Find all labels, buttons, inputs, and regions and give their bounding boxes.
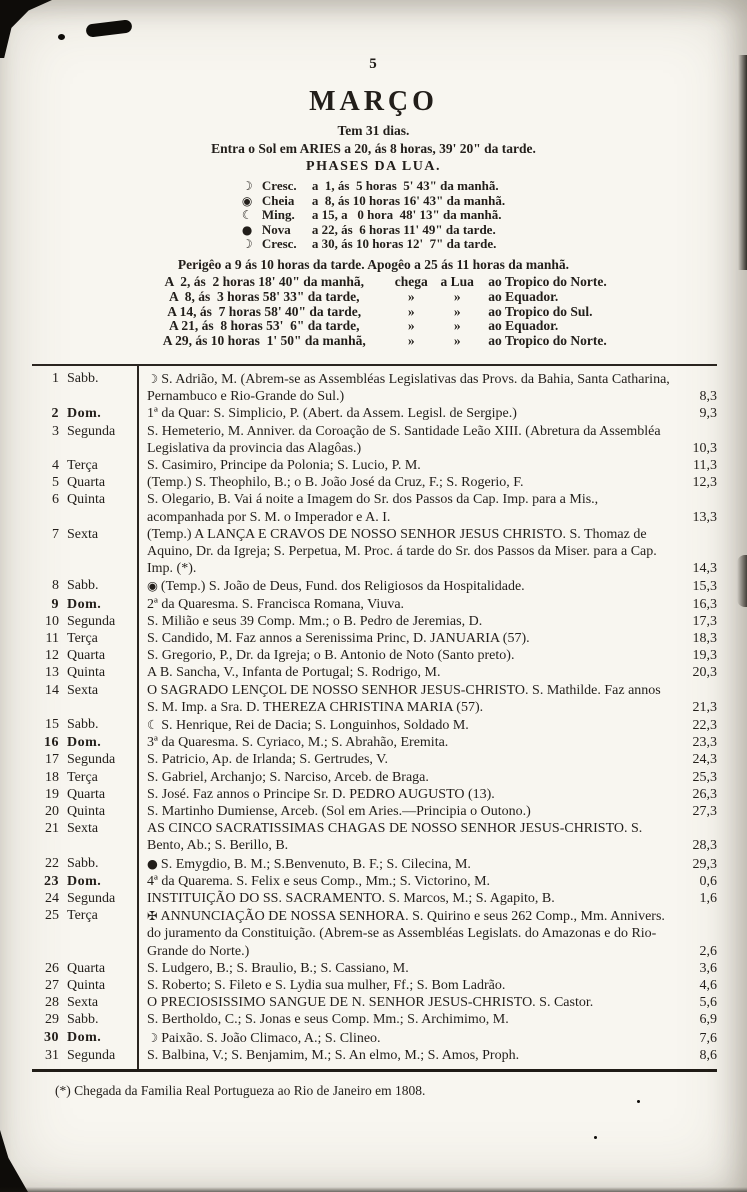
moon-phase-line [242, 208, 505, 223]
entry-text: (Temp.) S. Theophilo, B.; o B. João José da Cruz, F.; S. Rogerio, F. [147, 475, 524, 491]
weekday-label: Quinta [67, 665, 106, 681]
day-number: 31 [45, 1047, 59, 1063]
lunar-age-number: 8,3 [699, 389, 717, 405]
moon-phase-line [242, 237, 505, 252]
day-number: 12 [45, 648, 59, 664]
weekday-label: Segunda [67, 423, 116, 439]
entry-text: S. Casimiro, Principe da Polonia; S. Lucio, P. M. [147, 457, 421, 473]
saint-entry [137, 491, 679, 525]
saint-entry [137, 405, 679, 422]
moon-phase-detail: a 22, ás 6 horas 11' 49" da tarde. [311, 221, 496, 237]
calendar-row [32, 405, 717, 422]
moon-phase-name: Ming. [261, 207, 295, 223]
lunar-transit-line [140, 334, 607, 349]
entry-text: S. Henrique, Rei de Dacia; S. Longuinhos, Soldado M. [161, 718, 469, 734]
day-number: 23 [44, 873, 59, 889]
day-number: 27 [45, 978, 59, 994]
lunar-transit-list [140, 275, 607, 349]
day-number: 19 [45, 786, 59, 802]
saint-entry [137, 630, 679, 647]
day-number: 15 [45, 717, 59, 733]
transit-mid-left: » [407, 303, 415, 319]
transit-mid-left: » [407, 288, 415, 304]
entry-text: S. Roberto; S. Fileto e S. Lydia sua mulher, Ff.; S. Bom Ladrão. [147, 978, 506, 994]
scan-artifact-right-blob [737, 555, 747, 607]
saint-entry [137, 474, 679, 491]
transit-time: A 14, ás 7 horas 58' 40" da tarde, [167, 303, 362, 319]
calendar-row [32, 457, 717, 474]
lunar-age-number: 18,3 [692, 631, 717, 646]
weekday-label: Sexta [67, 526, 99, 542]
weekday-label: Quarta [67, 475, 106, 491]
weekday-label: Terça [67, 457, 98, 473]
entry-text: O SAGRADO LENÇOL DE NOSSO SENHOR JESUS-CHRISTO. S. Mathilde. Faz annos S. M. Imp. a Sra. D. THEREZA CHRISTINA MARIA (57). [147, 682, 661, 715]
weekday-label: Dom. [67, 406, 102, 422]
lunar-age-number: 19,3 [692, 648, 717, 664]
moon-phase-name: Cresc. [261, 236, 297, 252]
transit-destination: ao Tropico do Norte. [488, 273, 607, 289]
day-number: 29 [45, 1012, 59, 1028]
scan-artifact-right-streak [738, 55, 747, 270]
calendar-row [32, 716, 717, 734]
entry-text: S. Emygdio, B. M.; S.Benvenuto, B. F.; S. Cilecina, M. [160, 856, 471, 872]
saint-entry [137, 1011, 679, 1028]
weekday-label: Sabb. [67, 855, 99, 871]
day-number: 26 [45, 960, 59, 976]
moon-phase-name: Cheia [261, 192, 295, 208]
lunar-age-number: 16,3 [692, 596, 717, 612]
lunar-age-number: 1,6 [699, 891, 717, 907]
lunar-age-number: 6,9 [699, 1012, 717, 1028]
moon-phase-name: Cresc. [261, 178, 297, 193]
day-number: 5 [52, 475, 59, 491]
moon-phase-detail: a 8, ás 10 horas 16' 43" da manhã. [311, 192, 506, 208]
transit-mid-right: » [453, 318, 461, 334]
weekday-label: Sexta [67, 995, 99, 1011]
transit-mid-left: chega [394, 273, 428, 289]
weekday-label: Sabb. [67, 370, 99, 386]
lunar-age-number: 27,3 [692, 804, 717, 820]
day-number: 17 [45, 752, 59, 768]
day-number: 14 [45, 682, 59, 698]
calendar-row [32, 596, 717, 613]
day-number: 25 [45, 908, 59, 924]
lunar-age-number: 5,6 [699, 995, 717, 1011]
entry-text: S. Balbina, V.; S. Benjamim, M.; S. An elmo, M.; S. Amos, Proph. [147, 1047, 520, 1063]
entry-text: (Temp.) A LANÇA E CRAVOS DE NOSSO SENHOR JESUS CHRISTO. S. Thomaz de Aquino, Dr. da Igreja; S. Perpetua, M. Proc. á tarde do Sr. dos Passos da Miser. para a Cap. Imp. (*). [147, 526, 657, 577]
entry-text: S. José. Faz annos o Principe Sr. D. PEDRO AUGUSTO (13). [147, 786, 495, 802]
calendar-row [32, 855, 717, 873]
transit-mid-right: » [453, 303, 461, 319]
calendar-row [32, 370, 717, 405]
scan-artifact-top-dot [58, 34, 65, 40]
weekday-label: Quarta [67, 786, 106, 802]
day-number: 8 [52, 578, 59, 594]
weekday-label: Quarta [67, 960, 106, 976]
calendar-row [32, 907, 717, 960]
transit-mid-left: » [407, 333, 415, 349]
saint-entry [137, 370, 679, 405]
footnote: (*) Chegada da Familia Real Portugueza ao Rio de Janeiro em 1808. [55, 1083, 426, 1099]
lunar-age-number: 9,3 [699, 406, 717, 422]
moon-phase-detail: a 1, ás 5 horas 5' 43" da manhã. [311, 178, 499, 193]
weekday-label: Sabb. [67, 717, 99, 733]
day-number: 16 [44, 735, 59, 751]
page-header [0, 0, 747, 349]
weekday-label: Terça [67, 908, 98, 924]
moon-phase-icon: ☽ [147, 370, 159, 386]
transit-time: A 8, ás 3 horas 58' 33" da tarde, [168, 288, 360, 304]
saint-entry [137, 457, 679, 474]
weekday-label: Quinta [67, 978, 106, 994]
moon-phase-icon: ◉ [241, 193, 253, 208]
entry-text: S. Adrião, M. (Abrem-se as Assembléas Legislativas das Provs. da Bahia, Santa Catharina, Pernambuco e Rio-Grande do Sul.) [147, 371, 670, 405]
calendar-row [32, 994, 717, 1011]
calendar-row [32, 526, 717, 578]
lunar-age-number: 22,3 [692, 718, 717, 734]
day-number: 3 [52, 423, 59, 439]
lunar-age-number: 3,6 [699, 960, 717, 976]
calendar-row [32, 423, 717, 457]
lunar-age-number: 23,3 [692, 735, 717, 751]
saint-entry [137, 855, 679, 873]
calendar-row [32, 820, 717, 854]
moon-phase-icon: ● [147, 855, 158, 871]
entry-text: 4ª da Quarema. S. Felix e seus Comp., Mm.; S. Victorino, M. [147, 873, 491, 889]
transit-mid-left: » [407, 318, 415, 334]
entry-text: S. Patricio, Ap. de Irlanda; S. Gertrudes, V. [147, 752, 388, 768]
moon-phase-icon: ● [241, 222, 253, 237]
saint-entry [137, 613, 679, 630]
weekday-label: Segunda [67, 752, 116, 768]
lunar-age-number: 11,3 [693, 457, 717, 473]
saint-entry [137, 960, 679, 977]
lunar-age-number: 12,3 [692, 475, 717, 491]
calendar-row [32, 786, 717, 803]
moon-phase-icon: ☾ [147, 717, 159, 733]
day-number: 13 [45, 665, 59, 681]
entry-text: S. Gabriel, Archanjo; S. Narciso, Arceb. de Braga. [147, 769, 429, 785]
lunar-transit-line [140, 319, 607, 334]
weekday-label: Sexta [67, 821, 99, 837]
saint-entry [137, 423, 679, 457]
weekday-label: Quarta [67, 648, 106, 664]
entry-text: S. Gregorio, P., Dr. da Igreja; o B. Antonio de Noto (Santo preto). [147, 648, 515, 664]
transit-time: A 21, ás 8 horas 53' 6" da tarde, [168, 318, 360, 334]
weekday-label: Sabb. [67, 1012, 99, 1028]
entry-text: S. Olegario, B. Vai á noite a Imagem do Sr. dos Passos da Cap. Imp. para a Mis., acompanhada por S. M. o Imperador e A. I. [147, 492, 599, 525]
weekday-label: Quinta [67, 492, 106, 508]
calendar-row [32, 630, 717, 647]
calendar-row [32, 664, 717, 681]
weekday-label: Dom. [67, 735, 102, 751]
scan-artifact-bottom-edge [0, 1187, 747, 1192]
saint-entry [137, 1029, 679, 1047]
moon-phase-list [242, 179, 505, 252]
entry-text: ANNUNCIAÇÃO DE NOSSA SENHORA. S. Quirino e seus 262 Comp., Mm. Annivers. do juramento da Constituição. (Abrem-se as Assembléas Legislats. do Amazonas e do Rio-Grande do Norte.) [147, 909, 665, 959]
day-number: 24 [45, 891, 59, 907]
lunar-age-number: 24,3 [692, 752, 717, 768]
transit-time: A 2, ás 2 horas 18' 40" da manhã, [164, 273, 365, 289]
day-number: 22 [45, 855, 59, 871]
day-number: 11 [45, 631, 59, 646]
saint-entry [137, 1047, 679, 1064]
calendar-row [32, 803, 717, 820]
calendar-row [32, 977, 717, 994]
saint-entry [137, 682, 679, 716]
transit-mid-right: » [453, 333, 461, 349]
saint-entry [137, 526, 679, 578]
moon-phases-title: PHASES DA LUA. [306, 159, 441, 174]
calendar-row [32, 734, 717, 751]
day-number: 2 [51, 406, 59, 422]
saint-entry [137, 803, 679, 820]
transit-mid-right: » [453, 288, 461, 304]
saint-entry [137, 734, 679, 751]
days-count-line: Tem 31 dias. [337, 123, 410, 138]
transit-mid-right: a Lua [440, 273, 474, 289]
weekday-label: Dom. [67, 873, 102, 889]
sun-entry-line: Entra o Sol em ARIES a 20, ás 8 horas, 39' 20" da tarde. [211, 141, 536, 156]
weekday-label: Dom. [67, 596, 102, 612]
calendar-row [32, 751, 717, 768]
scan-artifact-bottom-left-corner [0, 1130, 28, 1192]
day-number: 21 [45, 821, 59, 837]
saint-entry [137, 577, 679, 595]
day-number: 9 [51, 596, 59, 612]
moon-phase-icon: ☽ [147, 1029, 159, 1045]
saint-entry [137, 977, 679, 994]
weekday-label: Quinta [67, 804, 106, 820]
lunar-age-number: 17,3 [692, 613, 717, 629]
entry-text: S. Milião e seus 39 Comp. Mm.; o B. Pedro de Jeremias, D. [147, 613, 483, 629]
lunar-age-number: 21,3 [692, 699, 717, 715]
entry-text: Paixão. S. João Climaco, A.; S. Clineo. [161, 1030, 381, 1046]
entry-text: (Temp.) S. João de Deus, Fund. dos Religiosos da Hospitalidade. [160, 579, 525, 595]
apsides-line: Perigêo a 9 ás 10 horas da tarde. Apogêo a 25 ás 11 horas da manhã. [177, 256, 570, 272]
lunar-age-number: 10,3 [692, 440, 717, 456]
lunar-age-number: 14,3 [692, 561, 717, 577]
calendar-row [32, 491, 717, 525]
moon-phase-name: Nova [261, 221, 291, 237]
moon-phase-detail: a 15, a 0 hora 48' 13" da manhã. [311, 207, 502, 223]
saint-entry [137, 820, 679, 854]
saint-entry [137, 647, 679, 664]
lunar-age-number: 8,6 [699, 1047, 717, 1063]
weekday-label: Terça [67, 769, 98, 785]
lunar-age-number: 20,3 [692, 665, 717, 681]
entry-text: INSTITUIÇÃO DO SS. SACRAMENTO. S. Marcos, M.; S. Agapito, B. [147, 891, 555, 907]
lunar-age-number: 7,6 [699, 1030, 717, 1046]
saint-entry [137, 907, 679, 960]
saint-entry [137, 994, 679, 1011]
calendar-row [32, 873, 717, 890]
lunar-age-number: 25,3 [692, 769, 717, 785]
lunar-transit-line [140, 290, 607, 305]
moon-phase-detail: a 30, ás 10 horas 12' 7" da tarde. [311, 236, 497, 252]
transit-destination: ao Tropico do Sul. [488, 303, 593, 319]
calendar-row [32, 1011, 717, 1028]
day-number: 1 [52, 370, 59, 386]
entry-text: S. Hemeterio, M. Anniver. da Coroação de S. Santidade Leão XIII. (Abretura da Assembléa Legislativa da provincia das Alagôas.) [147, 423, 661, 456]
moon-phase-line [242, 223, 505, 238]
transit-destination: ao Equador. [488, 288, 559, 304]
calendar-row [32, 682, 717, 716]
page-number: 5 [369, 56, 378, 72]
entry-text: S. Bertholdo, C.; S. Jonas e seus Comp. Mm.; S. Archimimo, M. [147, 1012, 509, 1028]
entry-text: S. Martinho Dumiense, Arceb. (Sol em Aries.—Principia o Outono.) [147, 804, 531, 820]
moon-phase-icon: ☽ [241, 237, 253, 252]
entry-text: 3ª da Quaresma. S. Cyriaco, M.; S. Abrahão, Eremita. [147, 735, 449, 751]
calendar-row [32, 647, 717, 664]
day-number: 20 [45, 804, 59, 820]
day-number: 10 [45, 613, 59, 629]
weekday-label: Segunda [67, 1047, 116, 1063]
lunar-age-number: 13,3 [692, 509, 717, 525]
entry-text: 2ª da Quaresma. S. Francisca Romana, Viuva. [147, 596, 405, 612]
scan-artifact-speck [594, 1136, 597, 1139]
lunar-age-number: 29,3 [692, 856, 717, 872]
calendar-row [32, 1047, 717, 1064]
saint-entry [137, 890, 679, 907]
saint-entry [137, 786, 679, 803]
moon-phase-icon: ✠ [147, 908, 158, 924]
lunar-age-number: 2,6 [699, 943, 717, 959]
lunar-age-number: 0,6 [699, 873, 717, 889]
day-number: 30 [44, 1029, 59, 1045]
lunar-transit-line [140, 275, 607, 290]
calendar-row [32, 769, 717, 786]
moon-phase-line [242, 194, 505, 209]
saint-entry [137, 769, 679, 786]
transit-time: A 29, ás 10 horas 1' 50" da manhã, [162, 333, 366, 349]
entry-text: S. Candido, M. Faz annos a Serenissima Princ, D. JANUARIA (57). [147, 631, 530, 646]
weekday-label: Segunda [67, 613, 116, 629]
moon-phase-line [242, 179, 505, 194]
day-number: 28 [45, 995, 59, 1011]
weekday-label: Sexta [67, 682, 99, 698]
calendar-row [32, 960, 717, 977]
lunar-transit-line [140, 305, 607, 320]
entry-text: A B. Sancha, V., Infanta de Portugal; S. Rodrigo, M. [147, 665, 441, 681]
lunar-age-number: 15,3 [692, 579, 717, 595]
weekday-label: Terça [67, 631, 98, 646]
calendar-row [32, 1029, 717, 1047]
lunar-age-number: 26,3 [692, 786, 717, 802]
transit-destination: ao Tropico do Norte. [488, 333, 607, 349]
entry-text: 1ª da Quar: S. Simplicio, P. (Abert. da Assem. Legisl. de Sergipe.) [147, 406, 517, 422]
saint-entry [137, 873, 679, 890]
calendar-table [32, 364, 717, 1072]
lunar-age-number: 4,6 [699, 978, 717, 994]
saint-entry [137, 596, 679, 613]
entry-text: S. Ludgero, B.; S. Braulio, B.; S. Cassiano, M. [147, 960, 409, 976]
calendar-row [32, 577, 717, 595]
day-number: 4 [52, 457, 59, 473]
entry-text: O PRECIOSISSIMO SANGUE DE N. SENHOR JESUS-CHRISTO. S. Castor. [147, 995, 594, 1011]
scan-artifact-speck [637, 1100, 640, 1103]
transit-destination: ao Equador. [488, 318, 559, 334]
calendar-row [32, 613, 717, 630]
weekday-label: Sabb. [67, 578, 99, 594]
entry-text: AS CINCO SACRATISSIMAS CHAGAS DE NOSSO SENHOR JESUS-CHRISTO. S. Bento, Ab.; S. Berillo, B. [147, 821, 643, 854]
weekday-label: Dom. [67, 1029, 102, 1045]
lunar-age-number: 28,3 [692, 838, 717, 854]
saint-entry [137, 751, 679, 768]
day-number: 6 [52, 492, 59, 508]
day-number: 18 [45, 769, 59, 785]
month-title: MARÇO [309, 86, 438, 117]
day-number: 7 [52, 526, 59, 542]
calendar-row [32, 890, 717, 907]
weekday-label: Segunda [67, 891, 116, 907]
saint-entry [137, 716, 679, 734]
saint-entry [137, 664, 679, 681]
calendar-row [32, 474, 717, 491]
moon-phase-icon: ☽ [241, 179, 253, 193]
moon-phase-icon: ☾ [241, 208, 253, 223]
moon-phase-icon: ◉ [147, 578, 158, 594]
